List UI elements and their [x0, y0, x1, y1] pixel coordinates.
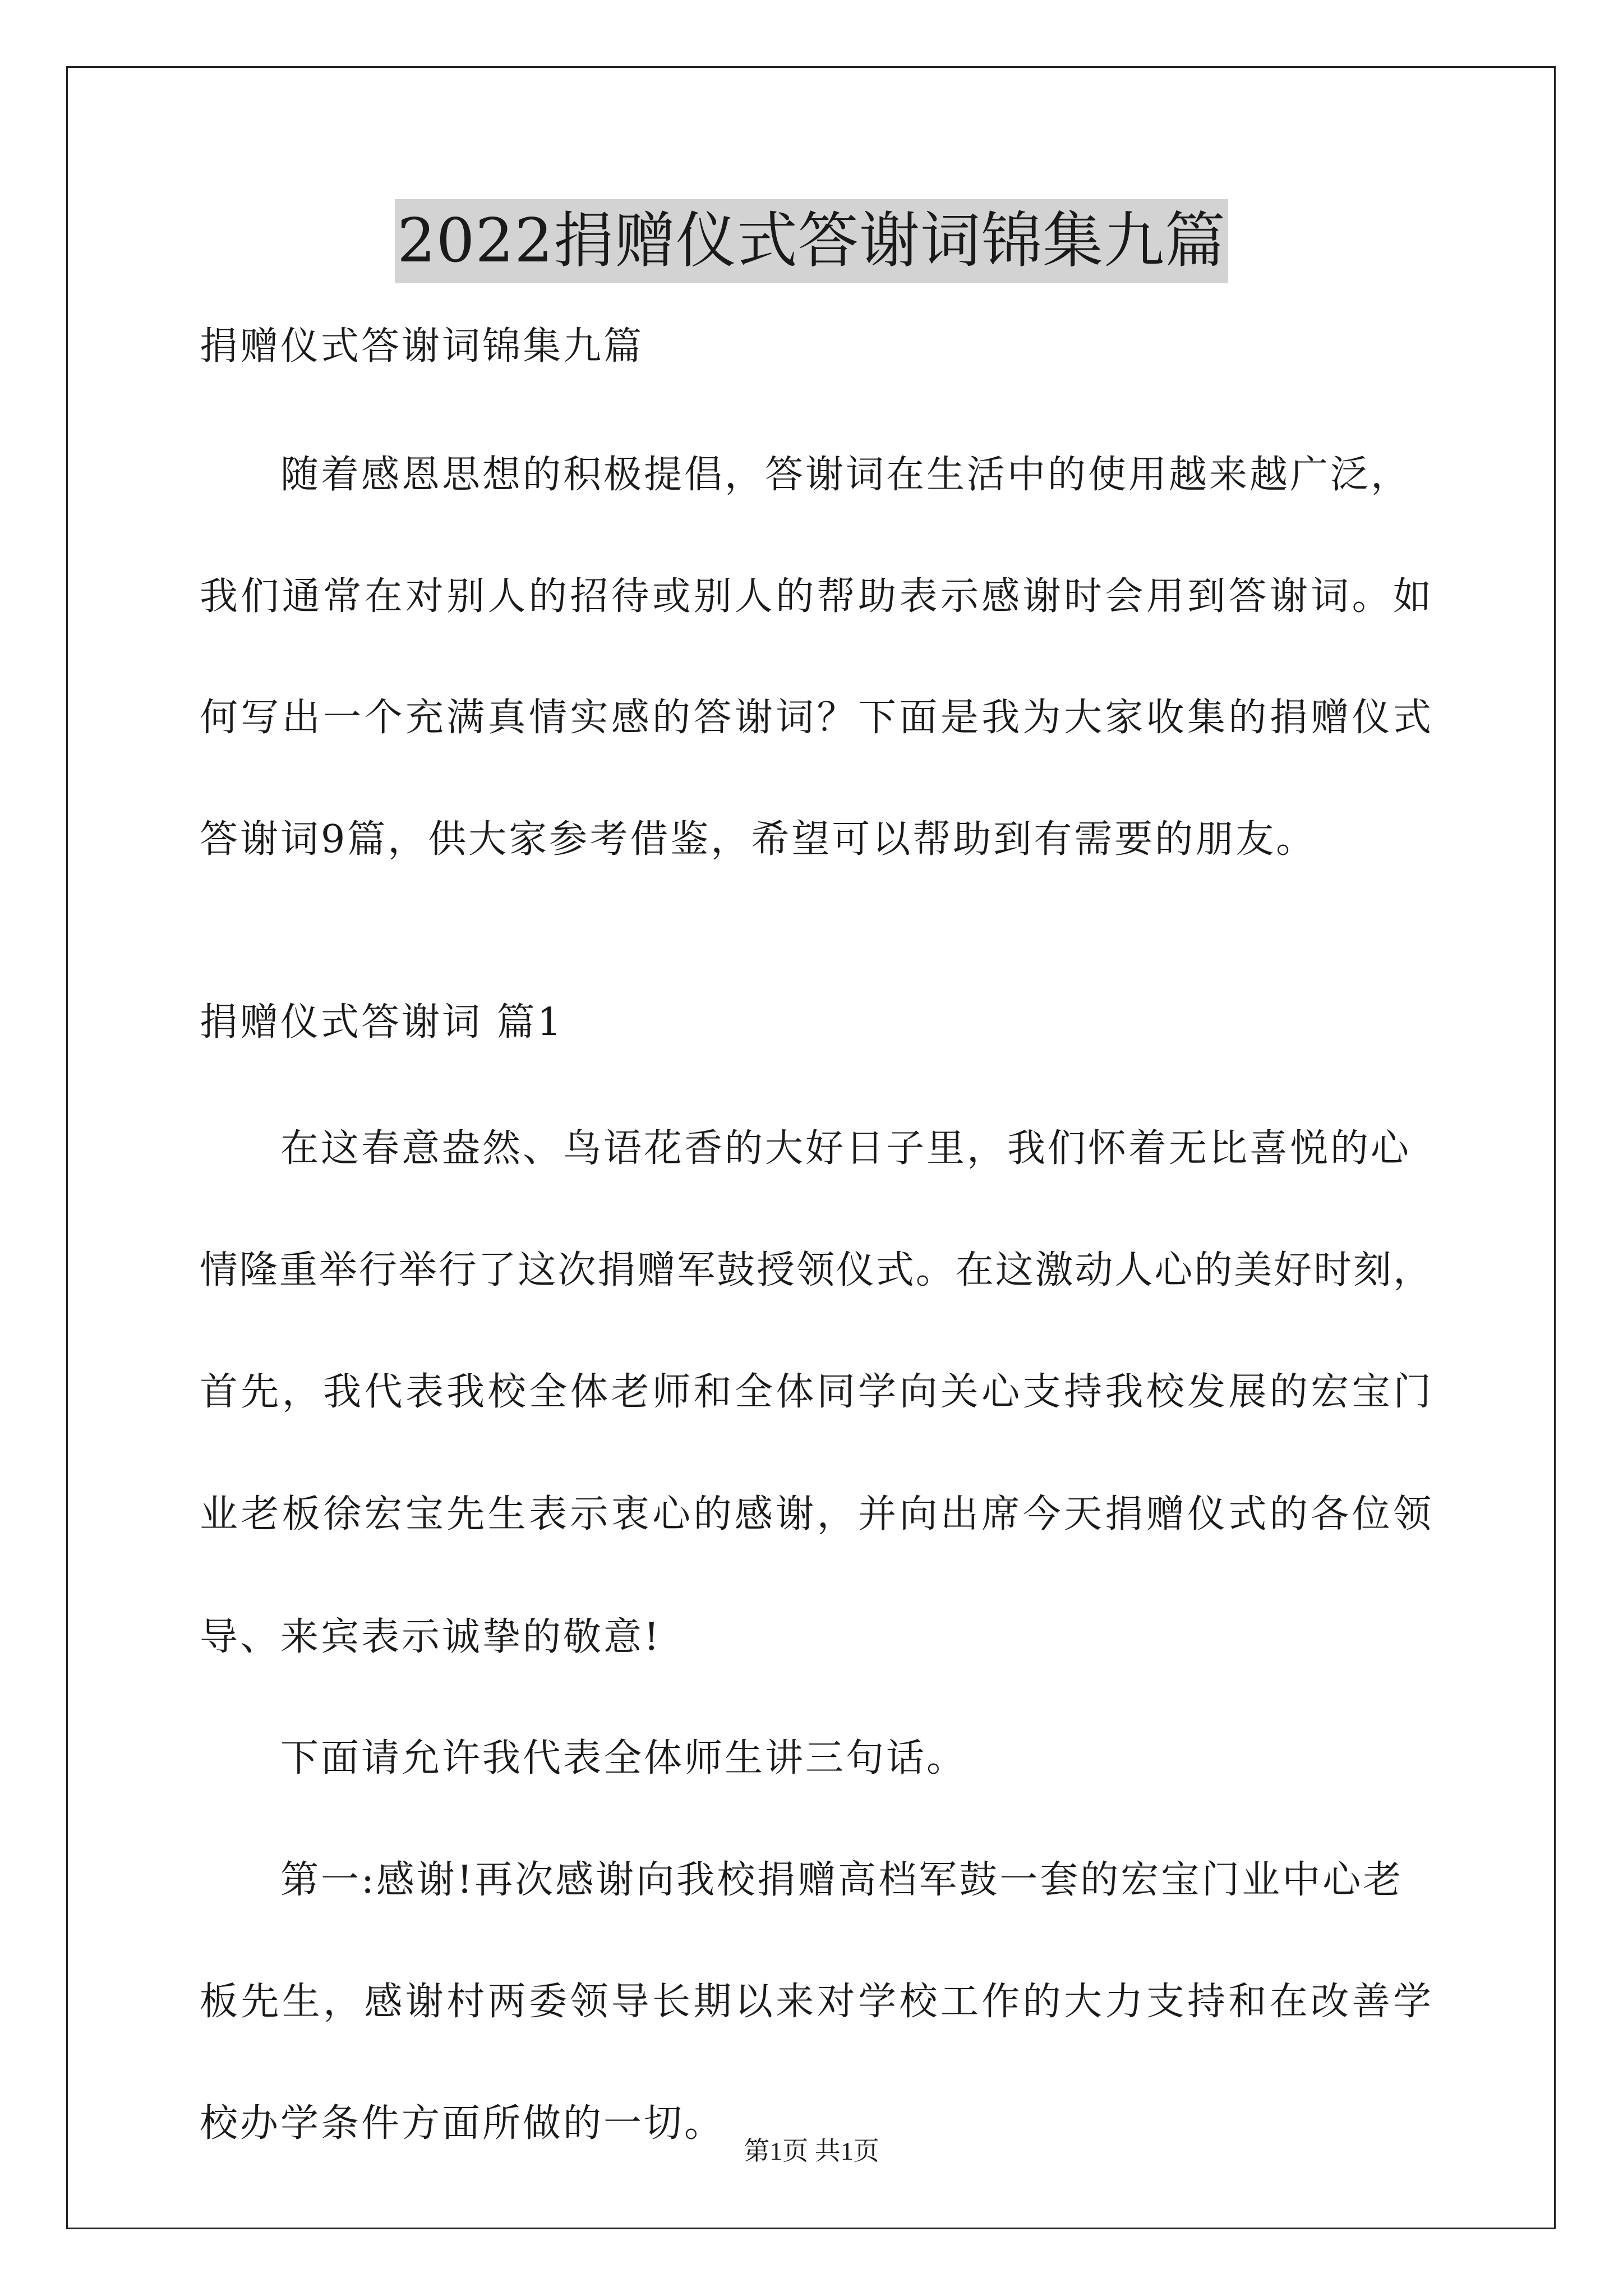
intro-line: 答谢词9篇，供大家参考借鉴，希望可以帮助到有需要的朋友。	[200, 817, 1317, 862]
page-footer: 第1页 共1页	[744, 2137, 879, 2165]
intro-line: 何写出一个充满真情实感的答谢词？下面是我为大家收集的捐赠仪式	[200, 696, 1431, 740]
intro-line: 随着感恩思想的积极提倡，答谢词在生活中的使用越来越广泛，	[280, 453, 1412, 497]
paragraph-line: 导、来宾表示诚挚的敬意!	[200, 1615, 662, 1659]
section-heading: 捐赠仪式答谢词 篇1	[200, 1000, 564, 1045]
paragraph-line: 第一:感谢!再次感谢向我校捐赠高档军鼓一套的宏宝门业中心老	[280, 1858, 1404, 1902]
paragraph-line: 校办学条件方面所做的一切。	[200, 2101, 725, 2146]
paragraph-line: 情隆重举行举行了这次捐赠军鼓授领仪式。在这激动人心的美好时刻，	[200, 1248, 1431, 1292]
intro-line: 我们通常在对别人的招待或别人的帮助表示感谢时会用到答谢词。如	[200, 574, 1431, 619]
paragraph-line: 下面请允许我代表全体师生讲三句话。	[280, 1736, 967, 1780]
paragraph-line: 业老板徐宏宝先生表示衷心的感谢，并向出席今天捐赠仪式的各位领	[200, 1492, 1431, 1536]
paragraph-line: 首先，我代表我校全体老师和全体同学向关心支持我校发展的宏宝门	[200, 1370, 1431, 1414]
paragraph-line: 板先生，感谢村两委领导长期以来对学校工作的大力支持和在改善学	[200, 1980, 1431, 2024]
paragraph-line: 在这春意盎然、鸟语花香的大好日子里，我们怀着无比喜悦的心	[280, 1126, 1412, 1171]
document-title: 2022捐赠仪式答谢词锦集九篇	[395, 199, 1228, 283]
title-container	[0, 199, 1623, 283]
document-subtitle: 捐赠仪式答谢词锦集九篇	[200, 324, 644, 369]
